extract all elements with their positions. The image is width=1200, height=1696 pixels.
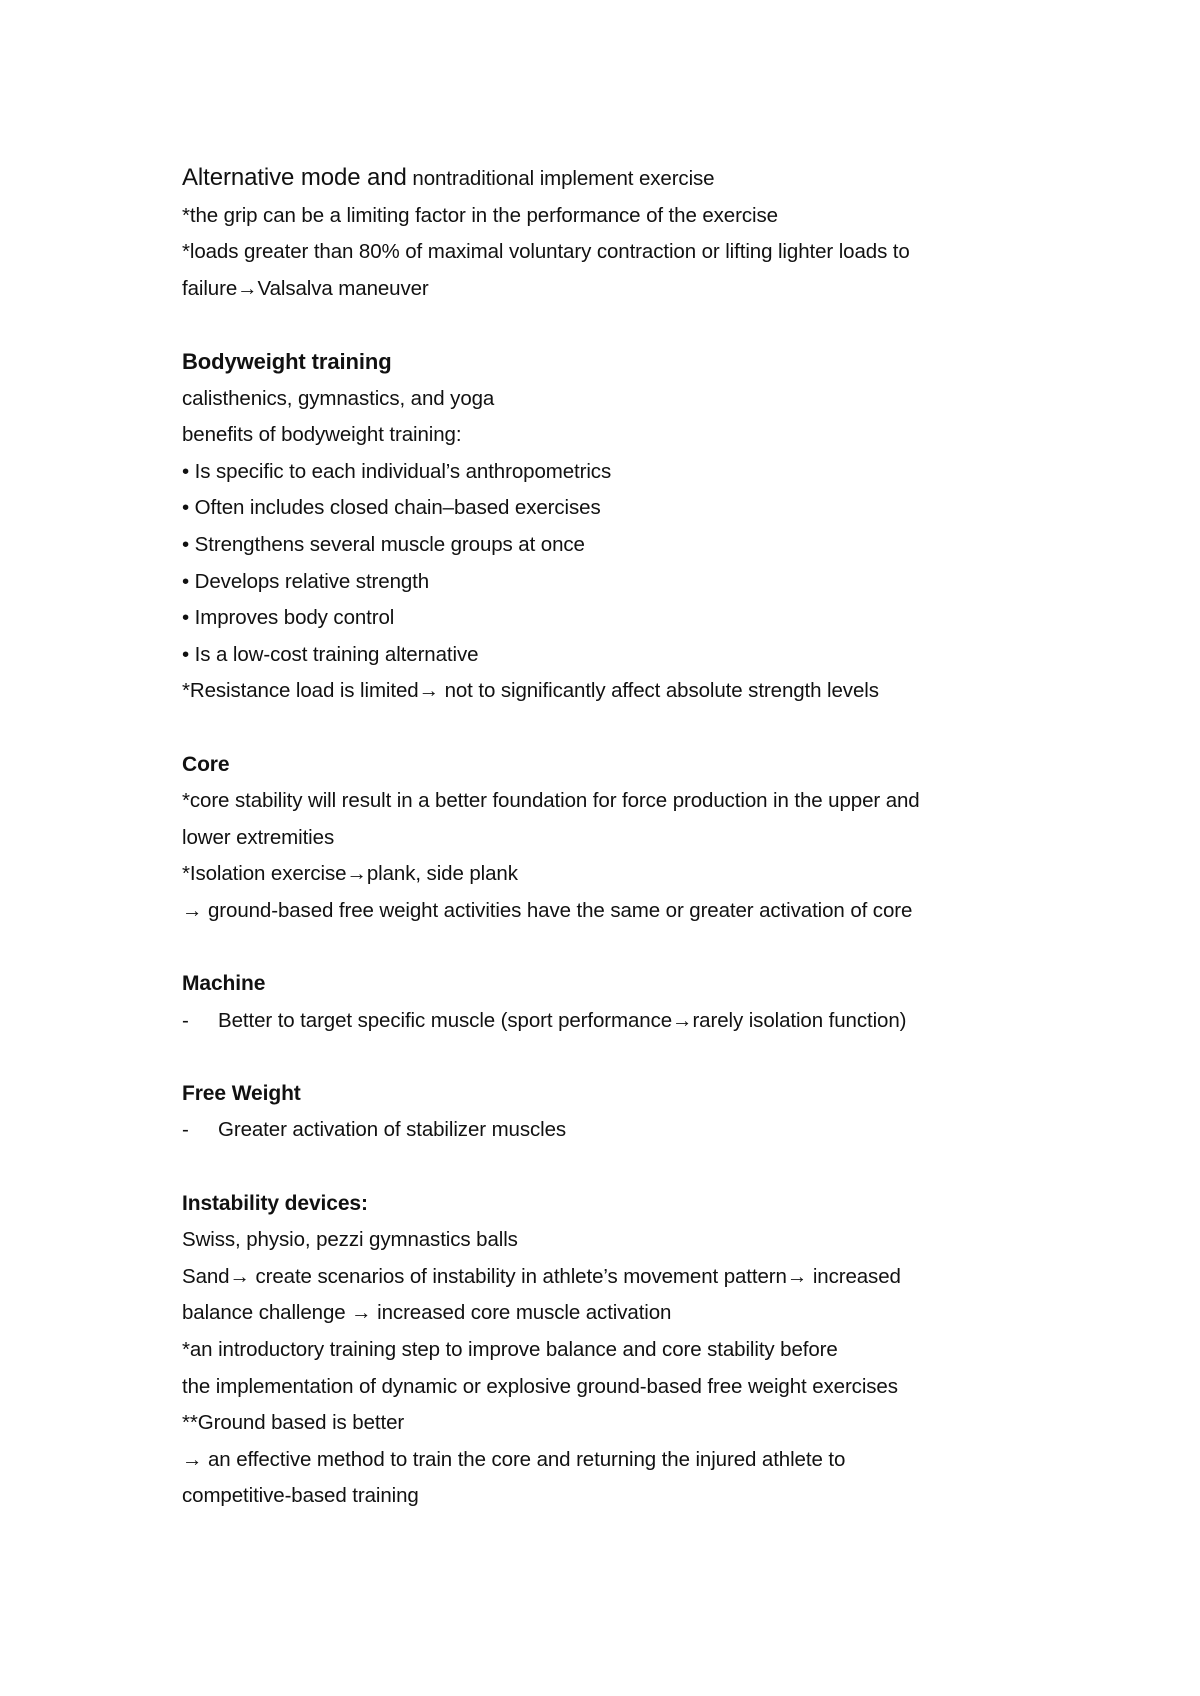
bullet-item: • Is specific to each individual’s anthropometrics: [182, 459, 612, 483]
bullet-item: • Often includes closed chain–based exercises: [182, 496, 601, 520]
spacer: [182, 1039, 1062, 1076]
instability-line: **Ground based is better: [182, 1411, 405, 1435]
instability-heading: Instability devices:: [182, 1191, 368, 1215]
spacer: [182, 307, 1062, 344]
bodyweight-note: *Resistance load is limited→ not to significantly affect absolute strength levels: [182, 679, 879, 703]
spacer: [182, 929, 1062, 966]
core-line: → ground-based free weight activities have the same or greater activation of core: [182, 898, 913, 922]
bodyweight-line: calisthenics, gymnastics, and yoga: [182, 386, 495, 410]
instability-line: competitive-based training: [182, 1484, 419, 1508]
core-line: *Isolation exercise→plank, side plank: [182, 862, 518, 886]
bullet-item: • Develops relative strength: [182, 569, 430, 593]
instability-line: Swiss, physio, pezzi gymnastics balls: [182, 1228, 518, 1252]
core-heading: Core: [182, 752, 230, 776]
free-weight-list-item: [182, 1112, 1062, 1149]
dash-marker: -: [182, 1118, 189, 1142]
intro-line: failure→Valsalva maneuver: [182, 276, 429, 300]
bullet-item: • Is a low-cost training alternative: [182, 642, 479, 666]
core-line: lower extremities: [182, 825, 335, 849]
bullet-item: • Strengthens several muscle groups at once: [182, 532, 585, 556]
instability-line: the implementation of dynamic or explosive ground-based free weight exercises: [182, 1374, 898, 1398]
title-rest: nontraditional implement exercise: [406, 167, 715, 190]
free-weight-item-text: Greater activation of stabilizer muscles: [218, 1118, 567, 1142]
core-line: *core stability will result in a better foundation for force production in the upper and: [182, 789, 920, 813]
bullet-item: • Improves body control: [182, 606, 395, 630]
instability-line: balance challenge → increased core muscle activation: [182, 1301, 672, 1325]
machine-heading: Machine: [182, 972, 266, 996]
spacer: [182, 710, 1062, 747]
instability-line: Sand→ create scenarios of instability in athlete’s movement pattern→ increased: [182, 1264, 901, 1288]
machine-list-item: [182, 1003, 1062, 1040]
bodyweight-line: benefits of bodyweight training:: [182, 423, 462, 447]
dash-marker: -: [182, 1008, 189, 1032]
document-title: [182, 160, 1062, 198]
intro-line: *the grip can be a limiting factor in the performance of the exercise: [182, 203, 778, 227]
free-weight-heading: Free Weight: [182, 1081, 301, 1105]
intro-line: *loads greater than 80% of maximal voluntary contraction or lifting lighter loads to: [182, 240, 910, 264]
title-main: Alternative mode and: [182, 164, 407, 191]
bodyweight-heading: Bodyweight training: [182, 348, 392, 374]
instability-line: *an introductory training step to improve balance and core stability before: [182, 1338, 838, 1361]
spacer: [182, 1149, 1062, 1186]
document-body: [182, 160, 1062, 1515]
instability-line: → an effective method to train the core and returning the injured athlete to: [182, 1447, 846, 1471]
machine-item-text: Better to target specific muscle (sport performance→rarely isolation function): [218, 1008, 907, 1032]
